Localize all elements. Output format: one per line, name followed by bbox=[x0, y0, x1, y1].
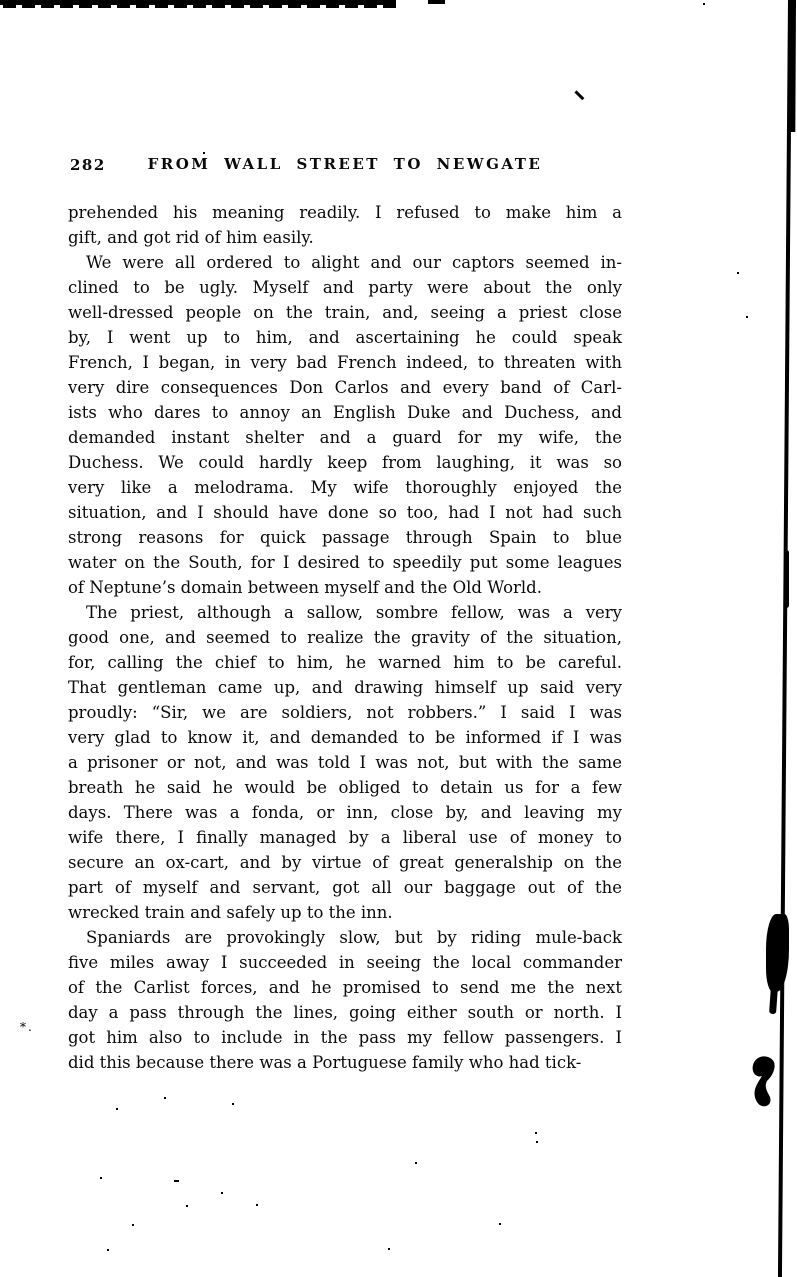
scan-right-edge-top-artifact bbox=[789, 0, 796, 132]
page-number: 282 bbox=[70, 156, 106, 174]
scan-speck bbox=[536, 1141, 538, 1143]
scan-speck bbox=[221, 1192, 223, 1194]
text-line: did this because there was a Portuguese family who had tick- bbox=[68, 1053, 582, 1072]
text-line: for, calling the chief to him, he warned him to be careful. bbox=[68, 653, 622, 672]
text-line: wrecked train and safely up to the inn. bbox=[68, 903, 393, 922]
text-line: day a pass through the lines, going either south or north. I bbox=[68, 1003, 622, 1022]
running-header bbox=[68, 155, 622, 177]
text-line: very like a melodrama. My wife thoroughly enjoyed the bbox=[68, 478, 622, 497]
scan-speck bbox=[116, 1108, 118, 1110]
scan-right-edge-bump-artifact bbox=[784, 550, 789, 608]
text-line: proudly: “Sir, we are soldiers, not robbers.” I said I was bbox=[68, 703, 622, 722]
scan-speck bbox=[415, 1162, 417, 1164]
text-line: secure an ox-cart, and by virtue of great generalship on the bbox=[68, 853, 622, 872]
text-line: situation, and I should have done so too, had I not had such bbox=[68, 503, 622, 522]
scan-speck bbox=[737, 272, 739, 274]
text-line: That gentleman came up, and drawing himself up said very bbox=[68, 678, 622, 697]
text-line: very glad to know it, and demanded to be informed if I was bbox=[68, 728, 622, 747]
scan-speck bbox=[499, 1223, 501, 1225]
scan-speck bbox=[703, 3, 705, 5]
text-line: gift, and got rid of him easily. bbox=[68, 228, 314, 247]
scan-speck bbox=[132, 1224, 134, 1226]
scan-top-mark-artifact bbox=[428, 0, 445, 4]
text-line: of Neptune’s domain between myself and the Old World. bbox=[68, 578, 542, 597]
text-line: part of myself and servant, got all our baggage out of the bbox=[68, 878, 622, 897]
text-line: wife there, I finally managed by a liberal use of money to bbox=[68, 828, 622, 847]
text-line: French, I began, in very bad French indeed, to threaten with bbox=[68, 353, 622, 372]
text-line: Duchess. We could hardly keep from laughing, it was so bbox=[68, 453, 622, 472]
running-title: FROM WALL STREET TO NEWGATE bbox=[147, 155, 543, 173]
text-line: got him also to include in the pass my fellow passengers. I bbox=[68, 1028, 622, 1047]
text-line: Spaniards are provokingly slow, but by riding mule-back bbox=[86, 928, 622, 947]
text-line: The priest, although a sallow, sombre fellow, was a very bbox=[86, 603, 622, 622]
scan-speck bbox=[535, 1132, 537, 1134]
text-line: very dire consequences Don Carlos and every band of Carl- bbox=[68, 378, 622, 397]
text-line: ists who dares to annoy an English Duke and Duchess, and bbox=[68, 403, 622, 422]
page-body bbox=[68, 200, 622, 1075]
text-line: a prisoner or not, and was told I was not, but with the same bbox=[68, 753, 622, 772]
scan-speck bbox=[203, 152, 205, 154]
text-line: We were all ordered to alight and our captors seemed in- bbox=[86, 253, 622, 272]
text-line: strong reasons for quick passage through Spain to blue bbox=[68, 528, 622, 547]
scan-speck bbox=[256, 1204, 258, 1206]
text-line: water on the South, for I desired to speedily put some leagues bbox=[68, 553, 622, 572]
margin-asterisk-mark: *. bbox=[20, 1020, 34, 1034]
scan-speck bbox=[174, 1180, 179, 1182]
text-line: demanded instant shelter and a guard for my wife, the bbox=[68, 428, 622, 447]
scan-speck bbox=[164, 1097, 166, 1099]
text-line: clined to be ugly. Myself and party were about the only bbox=[68, 278, 622, 297]
scan-top-edge-ragged-artifact bbox=[3, 4, 396, 8]
text-line: five miles away I succeeded in seeing the local commander bbox=[68, 953, 622, 972]
scan-speck bbox=[100, 1177, 102, 1179]
text-line: good one, and seemed to realize the gravity of the situation, bbox=[68, 628, 622, 647]
text-line: of the Carlist forces, and he promised to send me the next bbox=[68, 978, 622, 997]
scan-speck bbox=[186, 1205, 188, 1207]
scan-backslash-mark-artifact bbox=[574, 91, 584, 101]
scan-speck bbox=[107, 1249, 109, 1251]
text-line: by, I went up to him, and ascertaining he could speak bbox=[68, 328, 622, 347]
scan-right-edge-blob-artifact bbox=[766, 914, 789, 992]
text-line: prehended his meaning readily. I refused to make him a bbox=[68, 203, 622, 222]
scan-speck bbox=[232, 1103, 234, 1105]
scan-ink-curl-artifact bbox=[750, 1053, 777, 1111]
scan-right-edge-line-artifact bbox=[778, 0, 792, 1277]
scan-right-edge-blob-tail-artifact bbox=[769, 986, 778, 1014]
text-line: well-dressed people on the train, and, seeing a priest close bbox=[68, 303, 622, 322]
text-line: breath he said he would be obliged to detain us for a few bbox=[68, 778, 622, 797]
scan-speck bbox=[388, 1248, 390, 1250]
text-line: days. There was a fonda, or inn, close by, and leaving my bbox=[68, 803, 622, 822]
scan-speck bbox=[746, 316, 748, 318]
